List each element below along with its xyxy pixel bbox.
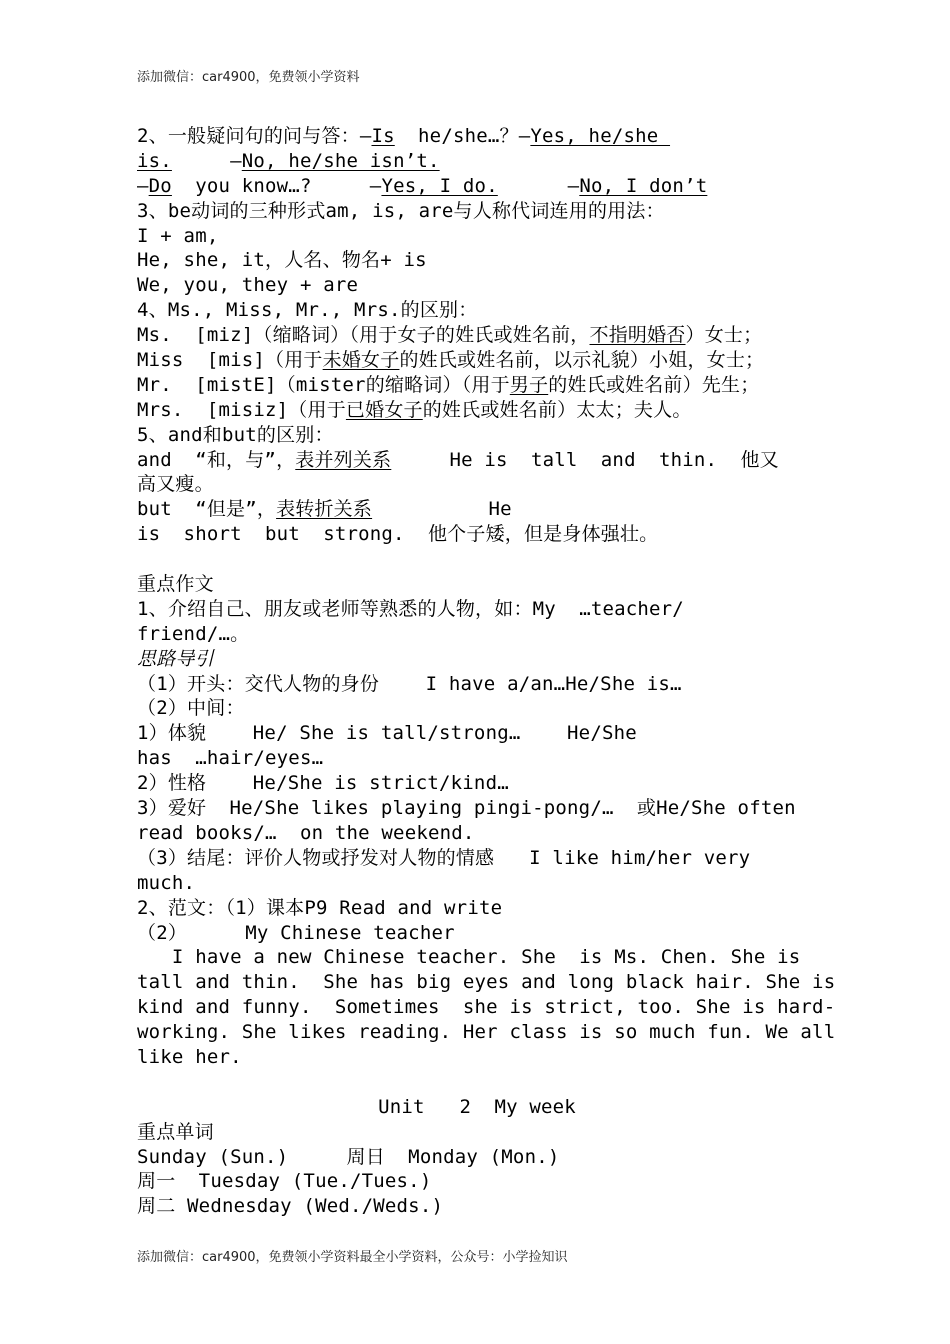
text-segment: （2） My Chinese teacher [137, 921, 455, 944]
underlined-text: 表转折关系 [276, 498, 373, 521]
text-line [137, 721, 817, 746]
text-segment: He is tall and thin. 他又 [391, 448, 779, 471]
text-line [137, 821, 817, 846]
text-segment: 重点作文 [137, 573, 214, 596]
text-line [137, 572, 817, 597]
text-line [137, 1095, 817, 1120]
text-segment: and “和，与”， [137, 448, 296, 471]
page-footer: 添加微信：car4900，免费领小学资料最全小学资料，公众号：小学捡知识 [137, 1250, 568, 1265]
underlined-text: 不指明婚否 [589, 324, 686, 347]
text-segment: 的姓氏或姓名前）太太；夫人。 [422, 398, 692, 421]
text-line [137, 1169, 817, 1194]
text-line [137, 921, 817, 946]
text-line [137, 896, 817, 921]
text-line [137, 472, 817, 497]
text-segment: 的姓氏或姓名前，以示礼貌）小姐，女士； [399, 349, 765, 372]
text-segment: 1、介绍自己、朋友或老师等熟悉的人物，如：My …teacher/ [137, 597, 684, 620]
text-line [137, 448, 817, 473]
text-line [137, 871, 817, 896]
text-segment: 周一 Tuesday (Tue./Tues.) [137, 1170, 432, 1193]
text-segment: We, you, they + are [137, 274, 359, 297]
text-line [137, 224, 817, 249]
text-segment: I + am, [137, 224, 219, 247]
text-segment: — [497, 174, 580, 197]
text-segment: is short but strong. 他个子矮，但是身体强壮。 [137, 523, 659, 546]
text-line [137, 497, 817, 522]
text-segment: but “但是”， [137, 498, 277, 521]
text-segment: Miss [mis]（用于 [137, 349, 323, 372]
text-segment: （1）开头：交代人物的身份 I have a/an…He/She is… [137, 672, 682, 695]
text-segment: read books/… on the weekend. [137, 821, 475, 844]
text-segment: kind and funny. Sometimes she is strict, too. She is hard- [137, 996, 836, 1019]
underlined-text: Yes, I do. [381, 174, 498, 197]
page-header: 添加微信：car4900，免费领小学资料 [137, 70, 360, 85]
text-line [137, 995, 836, 1020]
text-line [137, 273, 817, 298]
text-segment: （2）中间： [137, 697, 245, 720]
text-segment: 高又瘦。 [137, 473, 214, 496]
underlined-text: 表并列关系 [295, 448, 392, 471]
text-line [137, 522, 817, 547]
text-segment: he/she…？— [394, 125, 531, 147]
text-line [137, 1120, 817, 1145]
underlined-text: Is [371, 125, 395, 147]
text-segment: 3、be动词的三种形式am, is, are与人称代词连用的用法： [137, 199, 665, 222]
text-segment: 5、and和but的区别： [137, 423, 334, 446]
text-segment: you know…? — [171, 174, 382, 197]
text-segment: Ms. [miz]（缩略词）（用于女子的姓氏或姓名前， [137, 324, 590, 347]
text-segment: Mrs. [misiz]（用于 [137, 398, 346, 421]
text-segment: Mr. [mistE]（mister的缩略词）（用于 [137, 373, 510, 396]
text-line [137, 323, 817, 348]
text-line [137, 1020, 836, 1045]
underlined-text: is. [137, 149, 172, 172]
text-segment: Unit 2 My week [378, 1095, 576, 1118]
text-line [137, 373, 817, 398]
text-segment: （3）结尾：评价人物或抒发对人物的情感 I like him/her very [137, 846, 751, 869]
text-segment: 1）体貌 He/ She is tall/strong… He/She [137, 722, 637, 745]
text-segment: 重点单词 [137, 1120, 214, 1143]
text-line [137, 796, 817, 821]
text-segment: working. She likes reading. Her class is so much fun. We all [137, 1021, 836, 1044]
text-segment: tall and thin. She has big eyes and long black hair. She is [137, 971, 836, 994]
underlined-text: 已婚女子 [345, 398, 423, 421]
underlined-text: 男子 [509, 373, 549, 396]
text-segment: 周二 Wednesday (Wed./Weds.) [137, 1195, 444, 1218]
text-segment: 3）爱好 He/She likes playing pingi-pong/… 或He/She often [137, 797, 796, 820]
text-segment: He, she, it，人名、物名+ is [137, 249, 427, 272]
text-line [137, 771, 817, 796]
text-segment: He [372, 498, 512, 521]
blank-line [137, 547, 817, 572]
text-segment: — [171, 149, 242, 172]
text-segment: 4、Ms., Miss, Mr., Mrs.的区别： [137, 299, 478, 322]
document-body [137, 124, 836, 1219]
text-line [137, 1145, 817, 1170]
text-segment: 2、一般疑问句的问与答：— [137, 125, 372, 147]
text-segment: 2）性格 He/She is strict/kind… [137, 772, 509, 795]
underlined-text: Yes, he/she [530, 125, 671, 147]
text-line [137, 746, 817, 771]
underlined-text: No, he/she isn’t. [241, 149, 440, 172]
text-line [137, 970, 836, 995]
blank-line [137, 1070, 817, 1095]
text-segment: — [137, 174, 149, 197]
underlined-text: No, I don’t [579, 174, 708, 197]
text-line [137, 348, 817, 373]
text-line [137, 174, 817, 199]
text-segment: much. [137, 871, 196, 894]
text-segment: ）女士； [685, 324, 763, 347]
text-segment: friend/…。 [137, 622, 250, 645]
underlined-text: Do [148, 174, 172, 197]
text-line [137, 423, 817, 448]
text-line [137, 298, 817, 323]
text-line [137, 149, 817, 174]
text-line [137, 124, 817, 149]
italic-heading: 思路导引 [137, 647, 214, 670]
text-segment: I have a new Chinese teacher. She is Ms. Chen. She is [137, 946, 801, 969]
text-line [137, 199, 817, 224]
text-line [137, 398, 817, 423]
text-line [137, 647, 817, 672]
text-segment: has …hair/eyes… [137, 747, 324, 770]
text-line [137, 1194, 817, 1219]
text-line [137, 622, 817, 647]
text-line [137, 597, 817, 622]
text-line [137, 945, 817, 970]
text-line [137, 1045, 817, 1070]
text-line [137, 846, 817, 871]
text-segment: like her. [137, 1045, 242, 1068]
text-segment: 2、范文：（1）课本P9 Read and write [137, 896, 503, 919]
text-line [137, 672, 817, 697]
text-line [137, 248, 817, 273]
text-line [137, 696, 817, 721]
underlined-text: 未婚女子 [322, 349, 400, 372]
text-segment: 的姓氏或姓名前）先生； [548, 373, 760, 396]
text-segment: Sunday (Sun.) 周日 Monday (Mon.) [137, 1145, 560, 1168]
